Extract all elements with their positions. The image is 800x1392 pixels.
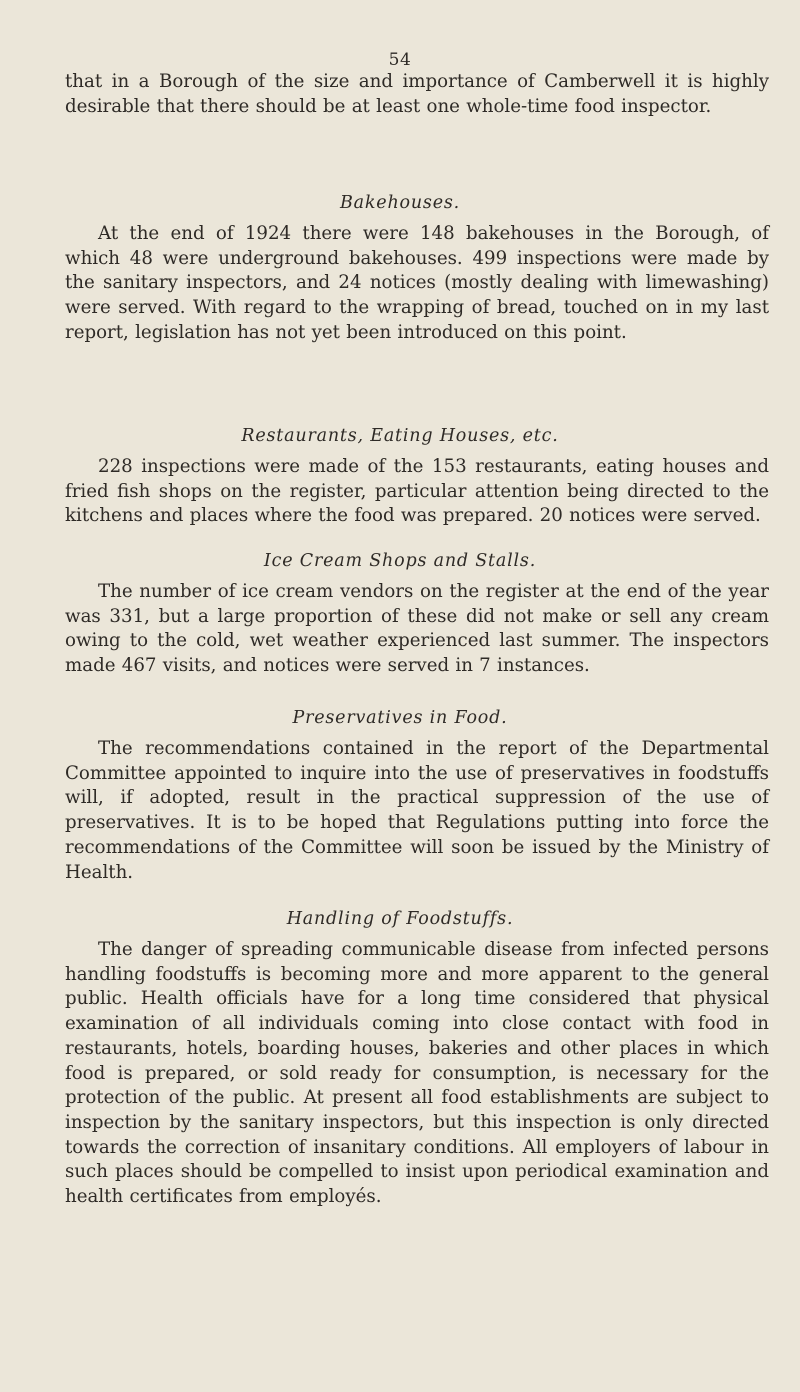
preservatives-paragraph: The recommendations contained in the report of the Departmental Committee appointed to inquire into the use of preservatives in foodstuffs will, if adopted, result in the practical suppression of the use of preservatives. It is to be hoped that Regulations putting into force the recommendations of the Committee will soon be issued by the Ministry of Health. xyxy=(65,738,769,883)
ice-cream-paragraph: The number of ice cream vendors on the register at the end of the year was 331, but a large proportion of these did not make or sell any cream owing to the cold, wet weather experienced last summer. The inspectors made 467 visits, and notices were served in 7 instances. xyxy=(65,581,769,677)
restaurants-paragraph: 228 inspections were made of the 153 restaurants, eating houses and fried fish shops on the register, particular attention being directed to the kitchens and places where the food was prepared. 20 notices were served. xyxy=(65,456,769,527)
heading-ice-cream: Ice Cream Shops and Stalls. xyxy=(263,551,537,571)
bakehouses-paragraph: At the end of 1924 there were 148 bakehouses in the Borough, of which 48 were underground bakehouses. 499 inspections were made by the sanitary inspectors, and 24 notices (mostly dealing with limewashing) were served. With regard to the wrapping of bread, touched on in my last report, legislation has not yet been introduced on this point. xyxy=(65,223,769,343)
heading-restaurants: Restaurants, Eating Houses, etc. xyxy=(241,426,559,446)
intro-paragraph: that in a Borough of the size and importance of Camberwell it is highly desirable that there should be at least one whole-time food inspector. xyxy=(65,71,769,117)
heading-handling: Handling of Foodstuffs. xyxy=(286,909,514,929)
heading-bakehouses: Bakehouses. xyxy=(339,193,460,213)
heading-preservatives: Preservatives in Food. xyxy=(292,708,508,728)
page-number: 54 xyxy=(388,50,412,70)
handling-paragraph: The danger of spreading communicable disease from infected persons handling foodstuffs is becoming more and more apparent to the general public. Health officials have for a long time considered that physical examination of all individuals coming into close contact with food in restaurants, hotels, boarding houses, bakeries and other places in which food is prepared, or sold ready for consumption, is necessary for the protection of the public. At present all food establishments are subject to inspection by the sanitary inspectors, but this inspection is only directed towards the correction of insanitary conditions. All employers of labour in such places should be compelled to insist upon periodical examination and health certificates from employés. xyxy=(65,939,769,1208)
